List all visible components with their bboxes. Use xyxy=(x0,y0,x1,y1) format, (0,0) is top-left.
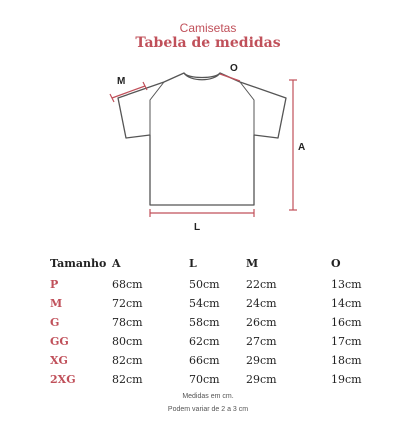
cell-o: 13cm xyxy=(331,278,362,291)
size-label: 2XG xyxy=(50,373,76,386)
cell-a: 78cm xyxy=(112,316,143,329)
variation-note: Podem variar de 2 a 3 cm xyxy=(167,406,249,413)
cell-l: 66cm xyxy=(189,354,220,367)
cell-a: 80cm xyxy=(112,335,143,348)
table-row xyxy=(50,275,391,294)
cell-l: 54cm xyxy=(189,297,220,310)
page-title: Tabela de medidas xyxy=(135,35,281,51)
table-row xyxy=(50,370,391,389)
cell-l: 58cm xyxy=(189,316,220,329)
size-label: XG xyxy=(50,354,68,367)
label-m: M xyxy=(117,76,126,87)
header-m: M xyxy=(246,256,259,270)
label-l: L xyxy=(194,222,201,233)
cell-l: 50cm xyxy=(189,278,220,291)
cell-o: 16cm xyxy=(331,316,362,329)
table-row xyxy=(50,351,391,370)
cell-m: 29cm xyxy=(246,373,277,386)
header-size: Tamanho xyxy=(50,256,107,270)
size-label: G xyxy=(50,316,60,329)
size-label: GG xyxy=(50,335,69,348)
cell-m: 24cm xyxy=(246,297,277,310)
measurement-note: Medidas em cm. xyxy=(182,393,234,400)
table-row xyxy=(50,332,391,351)
table-row xyxy=(50,294,391,313)
cell-a: 82cm xyxy=(112,373,143,386)
tshirt-outline xyxy=(118,73,286,205)
cell-o: 14cm xyxy=(331,297,362,310)
tshirt-collar xyxy=(184,73,220,78)
cell-m: 27cm xyxy=(246,335,277,348)
cell-a: 82cm xyxy=(112,354,143,367)
header-l: L xyxy=(189,256,197,270)
cell-m: 22cm xyxy=(246,278,277,291)
size-table-header xyxy=(50,251,391,275)
size-table xyxy=(50,251,391,389)
cell-a: 68cm xyxy=(112,278,143,291)
cell-o: 17cm xyxy=(331,335,362,348)
cell-o: 19cm xyxy=(331,373,362,386)
label-a: A xyxy=(298,142,306,153)
cell-m: 29cm xyxy=(246,354,277,367)
size-label: M xyxy=(50,297,63,310)
label-o: O xyxy=(230,63,238,74)
header-o: O xyxy=(331,256,341,270)
cell-l: 70cm xyxy=(189,373,220,386)
cell-o: 18cm xyxy=(331,354,362,367)
cell-a: 72cm xyxy=(112,297,143,310)
cell-m: 26cm xyxy=(246,316,277,329)
table-row xyxy=(50,313,391,332)
header-a: A xyxy=(112,256,121,270)
page-subtitle: Camisetas xyxy=(179,21,237,35)
size-label: P xyxy=(50,278,59,291)
cell-l: 62cm xyxy=(189,335,220,348)
